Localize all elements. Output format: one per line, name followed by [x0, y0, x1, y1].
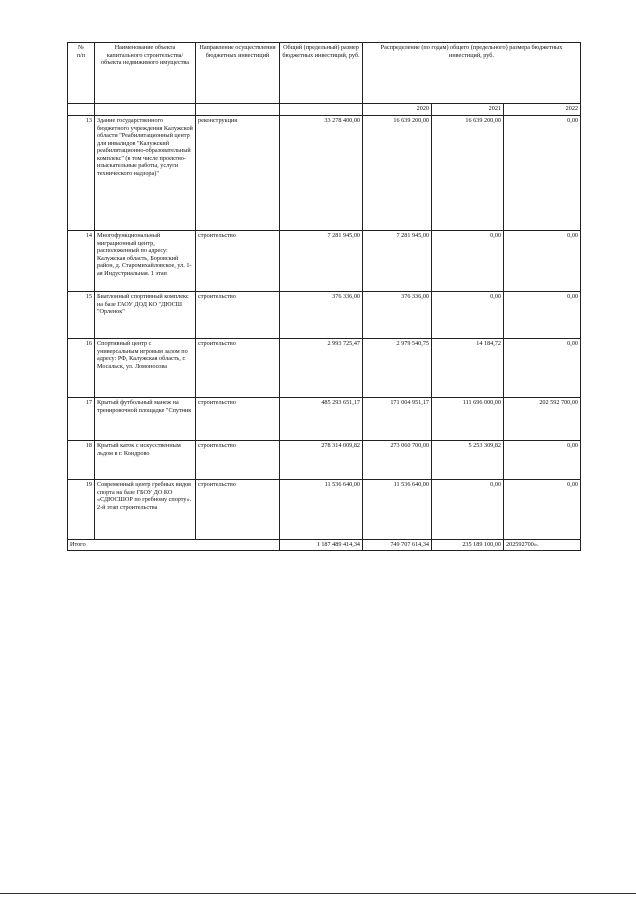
- amount-2022: 0,00: [504, 339, 581, 398]
- year-blank-1: [68, 104, 95, 116]
- investment-direction: строительство: [196, 292, 280, 339]
- amount-2021: 0,00: [432, 292, 504, 339]
- header-total: Общий (предельный) размер бюджетных инвестиций, руб.: [280, 43, 363, 104]
- amount-2022: 0,00: [504, 292, 581, 339]
- investment-direction: реконструкция: [196, 116, 280, 231]
- object-name: Крытый футбольный манеж на тренировочной площадке "Спутник: [95, 398, 196, 441]
- amount-2020: 7 281 945,00: [363, 231, 432, 292]
- amount-2020: 2 979 540,75: [363, 339, 432, 398]
- amount-2021: 14 184,72: [432, 339, 504, 398]
- amount-2020: 16 639 200,00: [363, 116, 432, 231]
- amount-2021: 16 639 200,00: [432, 116, 504, 231]
- header-row: [68, 43, 581, 104]
- header-num-text: № п/п: [76, 44, 86, 59]
- row-number: 15: [68, 292, 95, 339]
- row-number: 13: [68, 116, 95, 231]
- amount-2021: 111 696 000,00: [432, 398, 504, 441]
- total-amount: 485 293 651,17: [280, 398, 363, 441]
- table-row: [68, 339, 581, 398]
- table-row: [68, 480, 581, 540]
- amount-2021: 0,00: [432, 480, 504, 540]
- investment-direction: строительство: [196, 339, 280, 398]
- table-row: [68, 292, 581, 339]
- header-name: Наименование объекта капитального строительства/объекта недвижимого имущества: [95, 43, 196, 104]
- table-row: [68, 231, 581, 292]
- totals-2021: 235 189 100,00: [432, 540, 504, 551]
- amount-2022: 202 592 700,00: [504, 398, 581, 441]
- year-2021: 2021: [432, 104, 504, 116]
- table-row: [68, 398, 581, 441]
- row-number: 14: [68, 231, 95, 292]
- amount-2020: 273 060 700,00: [363, 441, 432, 480]
- table-row: [68, 116, 581, 231]
- total-amount: 2 993 725,47: [280, 339, 363, 398]
- amount-2022: 0,00: [504, 441, 581, 480]
- total-amount: 7 281 945,00: [280, 231, 363, 292]
- amount-2022: 0,00: [504, 480, 581, 540]
- object-name: Здание государственного бюджетного учреждения Калужской области "Реабилитационный центр для инвалидов "Калужский реабилитационно-образовательный комплекс" (в том числе проектно-изыскательные работы, услуги технического надзора)": [95, 116, 196, 231]
- total-amount: 11 536 640,00: [280, 480, 363, 540]
- object-name: Биатлонный спортивный комплекс на базе ГАОУ ДОД КО "ДЮСШ "Орленок": [95, 292, 196, 339]
- year-blank-2: [95, 104, 196, 116]
- totals-2020: 749 707 614,34: [363, 540, 432, 551]
- totals-label: Итого: [68, 540, 280, 551]
- investment-direction: строительство: [196, 441, 280, 480]
- amount-2021: 0,00: [432, 231, 504, 292]
- total-amount: 33 278 400,00: [280, 116, 363, 231]
- row-number: 17: [68, 398, 95, 441]
- object-name: Спортивный центр с универсальным игровым залом по адресу: РФ, Калужская область, г. Мосальск, ул. Ломоносова: [95, 339, 196, 398]
- total-amount: 376 336,00: [280, 292, 363, 339]
- amount-2020: 376 336,00: [363, 292, 432, 339]
- object-name: Многофункциональный миграционный центр, расположенный по адресу: Калужская область, Боровский район, д. Старомихайловское, ул. 1-ая Индустриальная. 1 этап: [95, 231, 196, 292]
- investment-direction: строительство: [196, 398, 280, 441]
- totals-amount: 1 187 489 414,34: [280, 540, 363, 551]
- totals-2022: 202592700».: [504, 540, 581, 551]
- totals-row: [68, 540, 581, 551]
- row-number: 16: [68, 339, 95, 398]
- amount-2020: 171 004 951,17: [363, 398, 432, 441]
- object-name: Крытый каток с искусственным льдом в г. Кондрово: [95, 441, 196, 480]
- row-number: 18: [68, 441, 95, 480]
- header-num: [68, 43, 95, 104]
- amount-2022: 0,00: [504, 116, 581, 231]
- investment-direction: строительство: [196, 480, 280, 540]
- year-row: [68, 104, 581, 116]
- page-bottom-edge: [0, 893, 636, 894]
- year-blank-3: [196, 104, 280, 116]
- amount-2021: 5 253 309,82: [432, 441, 504, 480]
- table-row: [68, 441, 581, 480]
- header-distribution: Распределение (по годам) общего (предельного) размера бюджетных инвестиций, руб.: [363, 43, 581, 104]
- row-number: 19: [68, 480, 95, 540]
- amount-2022: 0,00: [504, 231, 581, 292]
- year-2020: 2020: [363, 104, 432, 116]
- amount-2020: 11 536 640,00: [363, 480, 432, 540]
- year-blank-4: [280, 104, 363, 116]
- investment-direction: строительство: [196, 231, 280, 292]
- total-amount: 278 314 009,82: [280, 441, 363, 480]
- budget-investment-table: [67, 42, 581, 551]
- year-2022: 2022: [504, 104, 581, 116]
- object-name: Современный центр гребных видов спорта на базе ГБОУ ДО КО «СДЮСШОР по гребному спорту». 2-й этап строительства: [95, 480, 196, 540]
- header-direction: Направление осуществления бюджетных инвестиций: [196, 43, 280, 104]
